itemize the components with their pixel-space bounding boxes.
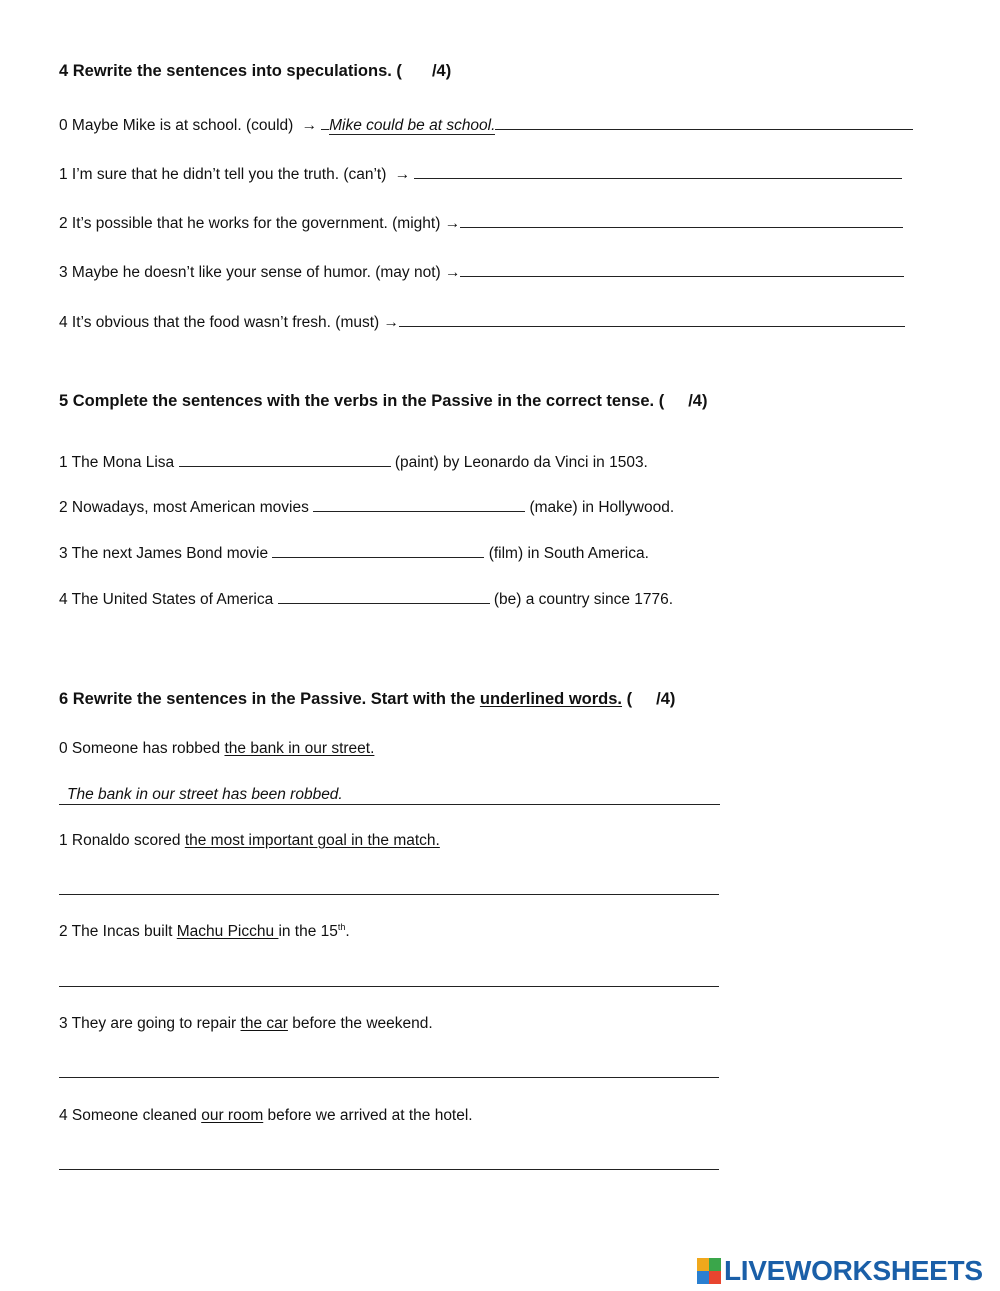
logo-text: LIVEWORKSHEETS [724, 1255, 983, 1286]
section-6-score: /4) [656, 690, 676, 708]
section-5-item-4 [59, 588, 673, 610]
item-text: . [345, 923, 350, 940]
section-6-title-underlined: underlined words. [479, 690, 623, 708]
item-text: 4 Someone cleaned [59, 1107, 197, 1124]
underlined-words: Machu Picchu [176, 923, 279, 940]
item-text: (film) in South America. [488, 545, 649, 562]
logo-mark-icon [697, 1258, 721, 1284]
section-6-title-paren: ( [626, 690, 633, 708]
section-5-title: 5 Complete the sentences with the verbs in the Passive in the correct tense. ( [59, 392, 665, 410]
answer-line[interactable] [59, 894, 719, 895]
logo-tile-icon [709, 1271, 721, 1284]
item-text: before we arrived at the hotel. [267, 1107, 473, 1124]
item-text: 1 Ronaldo scored [59, 832, 181, 849]
item-text: 2 It’s possible that he works for the government. (might) [59, 215, 441, 232]
example-answer: The bank in our street has been robbed. [67, 786, 343, 803]
section-5-item-3 [59, 542, 649, 564]
answer-line[interactable] [59, 986, 719, 987]
item-text: 1 The Mona Lisa [59, 454, 175, 471]
answer-line[interactable] [495, 114, 913, 130]
logo-tile-icon [709, 1258, 721, 1271]
item-text: 2 The Incas built [59, 923, 173, 940]
section-6-item-1 [59, 831, 440, 851]
item-text: 2 Nowadays, most American movies [59, 499, 309, 516]
section-4-score: /4) [431, 62, 452, 80]
section-5-score: /4) [688, 392, 708, 410]
logo-tile-icon [697, 1258, 709, 1271]
item-text: 3 Maybe he doesn’t like your sense of humor. (may not) [59, 264, 441, 281]
answer-line[interactable] [59, 1169, 719, 1170]
section-6-item-3 [59, 1014, 433, 1034]
section-4-item-4 [59, 311, 905, 333]
item-text: in the 15 [278, 923, 338, 940]
section-4-item-1 [59, 163, 902, 185]
item-text: 4 The United States of America [59, 591, 274, 608]
section-6-item-2 [59, 922, 350, 942]
section-6-heading [59, 689, 675, 709]
example-answer-line [59, 785, 720, 805]
superscript: th [337, 921, 346, 932]
item-text: 0 Someone has robbed [59, 740, 221, 757]
answer-blank[interactable] [278, 588, 490, 604]
section-6-item-0 [59, 739, 374, 759]
arrow-icon: → [444, 264, 461, 281]
item-text: 0 Maybe Mike is at school. (could) [59, 117, 294, 134]
section-5-heading [59, 391, 707, 411]
answer-blank[interactable] [313, 496, 525, 512]
arrow-icon: → [444, 215, 461, 232]
answer-line[interactable] [460, 212, 903, 228]
example-answer: Mike could be at school. [329, 117, 496, 134]
section-6-title: 6 Rewrite the sentences in the Passive. Start with the [59, 690, 476, 708]
answer-blank[interactable] [179, 451, 391, 467]
answer-blank[interactable] [272, 542, 484, 558]
arrow-icon: → [301, 117, 318, 134]
item-text: (make) in Hollywood. [529, 499, 675, 516]
answer-line[interactable] [460, 261, 904, 277]
section-5-item-1 [59, 451, 648, 473]
section-6-item-4 [59, 1106, 473, 1126]
answer-line[interactable] [59, 1077, 719, 1078]
liveworksheets-logo [697, 1255, 983, 1287]
answer-line[interactable] [414, 163, 902, 179]
item-text: (paint) by Leonardo da Vinci in 1503. [394, 454, 648, 471]
item-text: 3 The next James Bond movie [59, 545, 269, 562]
underlined-words: the car [240, 1015, 288, 1032]
item-text: 4 It’s obvious that the food wasn’t fresh. (must) [59, 314, 380, 331]
underlined-words: the most important goal in the match. [184, 832, 440, 849]
item-text: 1 I’m sure that he didn’t tell you the truth. (can’t) [59, 166, 387, 183]
section-4-heading [59, 61, 451, 81]
item-text: before the weekend. [292, 1015, 433, 1032]
arrow-icon: → [383, 314, 400, 331]
underlined-words: the bank in our street. [224, 740, 375, 757]
section-4-item-0 [59, 114, 913, 136]
logo-tile-icon [697, 1271, 709, 1284]
item-text: 3 They are going to repair [59, 1015, 237, 1032]
answer-line[interactable] [399, 311, 905, 327]
arrow-icon: → [394, 166, 411, 183]
section-5-item-2 [59, 496, 674, 518]
section-4-title: 4 Rewrite the sentences into speculations. ( [59, 62, 402, 80]
section-4-item-2 [59, 212, 903, 234]
underlined-words: our room [201, 1107, 264, 1124]
item-text: (be) a country since 1776. [493, 591, 674, 608]
section-4-item-3 [59, 261, 904, 283]
